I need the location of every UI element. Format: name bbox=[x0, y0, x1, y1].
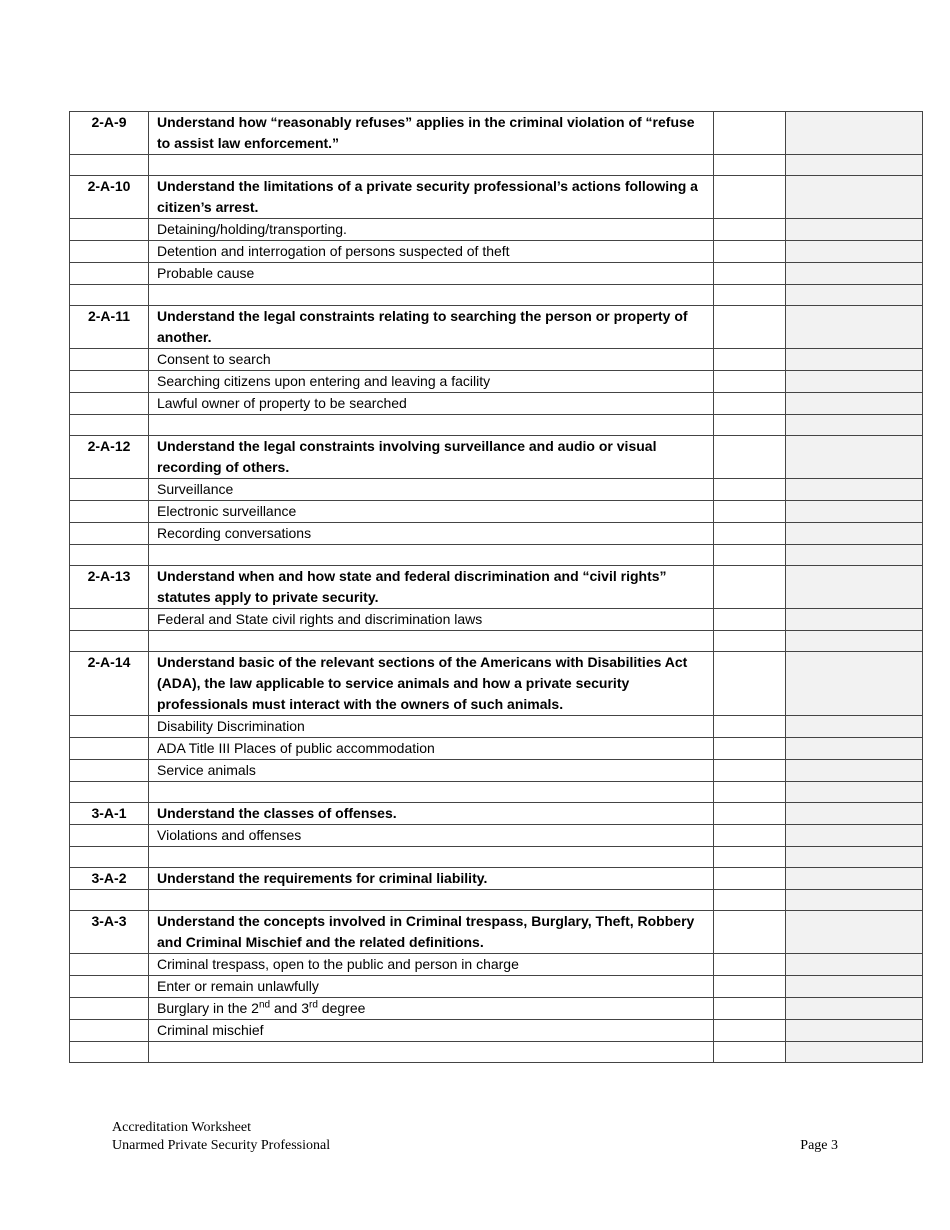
objective-row bbox=[70, 566, 923, 609]
topic-description: Violations and offenses bbox=[149, 825, 714, 847]
topic-row bbox=[70, 371, 923, 393]
topic-row bbox=[70, 976, 923, 998]
notes-cell[interactable] bbox=[786, 782, 923, 803]
objective-code: 2-A-13 bbox=[70, 566, 149, 609]
objective-row bbox=[70, 803, 923, 825]
objective-code bbox=[70, 263, 149, 285]
check-cell[interactable] bbox=[714, 911, 786, 954]
spacer-row bbox=[70, 782, 923, 803]
check-cell[interactable] bbox=[714, 241, 786, 263]
worksheet-table bbox=[69, 111, 923, 1063]
objective-code: 3-A-1 bbox=[70, 803, 149, 825]
spacer-row bbox=[70, 155, 923, 176]
check-cell[interactable] bbox=[714, 716, 786, 738]
notes-cell[interactable] bbox=[786, 609, 923, 631]
topic-description bbox=[149, 155, 714, 176]
check-cell[interactable] bbox=[714, 501, 786, 523]
objective-row bbox=[70, 911, 923, 954]
check-cell[interactable] bbox=[714, 782, 786, 803]
notes-cell[interactable] bbox=[786, 176, 923, 219]
spacer-row bbox=[70, 285, 923, 306]
topic-row bbox=[70, 609, 923, 631]
spacer-row bbox=[70, 890, 923, 911]
notes-cell[interactable] bbox=[786, 631, 923, 652]
topic-description bbox=[149, 998, 714, 1020]
notes-cell[interactable] bbox=[786, 954, 923, 976]
notes-cell[interactable] bbox=[786, 847, 923, 868]
notes-cell[interactable] bbox=[786, 998, 923, 1020]
check-cell[interactable] bbox=[714, 545, 786, 566]
objective-code: 2-A-14 bbox=[70, 652, 149, 716]
check-cell[interactable] bbox=[714, 436, 786, 479]
spacer-row bbox=[70, 847, 923, 868]
objective-row bbox=[70, 436, 923, 479]
check-cell[interactable] bbox=[714, 998, 786, 1020]
check-cell[interactable] bbox=[714, 1020, 786, 1042]
objective-description: Understand basic of the relevant sections of the Americans with Disabilities Act (ADA), the law applicable to service animals and how a private security professionals must interact with the owners of such animals. bbox=[149, 652, 714, 716]
check-cell[interactable] bbox=[714, 523, 786, 545]
topic-description bbox=[149, 631, 714, 652]
topic-description: Criminal trespass, open to the public and person in charge bbox=[149, 954, 714, 976]
objective-description: Understand when and how state and federal discrimination and “civil rights” statutes apply to private security. bbox=[149, 566, 714, 609]
check-cell[interactable] bbox=[714, 954, 786, 976]
check-cell[interactable] bbox=[714, 976, 786, 998]
topic-description bbox=[149, 847, 714, 868]
notes-cell[interactable] bbox=[786, 976, 923, 998]
topic-description: Federal and State civil rights and discrimination laws bbox=[149, 609, 714, 631]
notes-cell[interactable] bbox=[786, 285, 923, 306]
topic-description: Criminal mischief bbox=[149, 1020, 714, 1042]
check-cell[interactable] bbox=[714, 371, 786, 393]
notes-cell[interactable] bbox=[786, 911, 923, 954]
objective-code bbox=[70, 523, 149, 545]
objective-code: 3-A-2 bbox=[70, 868, 149, 890]
topic-description bbox=[149, 782, 714, 803]
check-cell[interactable] bbox=[714, 219, 786, 241]
check-cell[interactable] bbox=[714, 306, 786, 349]
objective-code: 2-A-10 bbox=[70, 176, 149, 219]
check-cell[interactable] bbox=[714, 349, 786, 371]
objective-row bbox=[70, 868, 923, 890]
text-segment: degree bbox=[317, 1000, 366, 1016]
notes-cell[interactable] bbox=[786, 393, 923, 415]
topic-row bbox=[70, 393, 923, 415]
objective-code bbox=[70, 155, 149, 176]
topic-description: Electronic surveillance bbox=[149, 501, 714, 523]
check-cell[interactable] bbox=[714, 652, 786, 716]
check-cell[interactable] bbox=[714, 738, 786, 760]
objective-code bbox=[70, 1042, 149, 1063]
topic-description: Detaining/holding/transporting. bbox=[149, 219, 714, 241]
topic-row bbox=[70, 954, 923, 976]
check-cell[interactable] bbox=[714, 112, 786, 155]
spacer-row bbox=[70, 545, 923, 566]
notes-cell[interactable] bbox=[786, 155, 923, 176]
objective-code bbox=[70, 631, 149, 652]
notes-cell[interactable] bbox=[786, 306, 923, 349]
check-cell[interactable] bbox=[714, 155, 786, 176]
footer-title: Accreditation Worksheet bbox=[112, 1120, 251, 1135]
topic-description: Service animals bbox=[149, 760, 714, 782]
objective-description: Understand the legal constraints relating to searching the person or property of another. bbox=[149, 306, 714, 349]
topic-description bbox=[149, 1042, 714, 1063]
topic-description: Lawful owner of property to be searched bbox=[149, 393, 714, 415]
topic-description bbox=[149, 890, 714, 911]
notes-cell[interactable] bbox=[786, 349, 923, 371]
topic-description: Probable cause bbox=[149, 263, 714, 285]
objective-code bbox=[70, 998, 149, 1020]
topic-row bbox=[70, 716, 923, 738]
objective-code bbox=[70, 890, 149, 911]
notes-cell[interactable] bbox=[786, 219, 923, 241]
notes-cell[interactable] bbox=[786, 825, 923, 847]
notes-cell[interactable] bbox=[786, 241, 923, 263]
topic-description bbox=[149, 545, 714, 566]
topic-description: Surveillance bbox=[149, 479, 714, 501]
objective-code bbox=[70, 782, 149, 803]
objective-description: Understand the limitations of a private security professional’s actions following a citizen’s arrest. bbox=[149, 176, 714, 219]
notes-cell[interactable] bbox=[786, 566, 923, 609]
topic-row bbox=[70, 219, 923, 241]
notes-cell[interactable] bbox=[786, 371, 923, 393]
objective-description: Understand the legal constraints involving surveillance and audio or visual recording of others. bbox=[149, 436, 714, 479]
objective-code: 2-A-9 bbox=[70, 112, 149, 155]
topic-row bbox=[70, 825, 923, 847]
notes-cell[interactable] bbox=[786, 436, 923, 479]
objective-code bbox=[70, 219, 149, 241]
notes-cell[interactable] bbox=[786, 545, 923, 566]
objective-code bbox=[70, 371, 149, 393]
topic-row bbox=[70, 349, 923, 371]
check-cell[interactable] bbox=[714, 566, 786, 609]
objective-code bbox=[70, 609, 149, 631]
objective-code: 2-A-11 bbox=[70, 306, 149, 349]
notes-cell[interactable] bbox=[786, 803, 923, 825]
objective-code bbox=[70, 349, 149, 371]
topic-row bbox=[70, 241, 923, 263]
footer-subtitle: Unarmed Private Security Professional bbox=[112, 1138, 331, 1153]
topic-row bbox=[70, 738, 923, 760]
topic-description: Searching citizens upon entering and leaving a facility bbox=[149, 371, 714, 393]
objective-code: 3-A-3 bbox=[70, 911, 149, 954]
topic-row bbox=[70, 263, 923, 285]
spacer-row bbox=[70, 631, 923, 652]
topic-description: Recording conversations bbox=[149, 523, 714, 545]
notes-cell[interactable] bbox=[786, 479, 923, 501]
ordinal-suffix: nd bbox=[258, 999, 271, 1011]
check-cell[interactable] bbox=[714, 176, 786, 219]
notes-cell[interactable] bbox=[786, 501, 923, 523]
objective-code bbox=[70, 760, 149, 782]
check-cell[interactable] bbox=[714, 760, 786, 782]
check-cell[interactable] bbox=[714, 479, 786, 501]
check-cell[interactable] bbox=[714, 631, 786, 652]
topic-row bbox=[70, 998, 923, 1020]
objective-code bbox=[70, 415, 149, 436]
objective-code bbox=[70, 1020, 149, 1042]
check-cell[interactable] bbox=[714, 890, 786, 911]
objective-row bbox=[70, 176, 923, 219]
notes-cell[interactable] bbox=[786, 263, 923, 285]
topic-row bbox=[70, 479, 923, 501]
objective-code bbox=[70, 716, 149, 738]
objective-code bbox=[70, 954, 149, 976]
check-cell[interactable] bbox=[714, 415, 786, 436]
topic-row bbox=[70, 523, 923, 545]
spacer-row bbox=[70, 415, 923, 436]
objective-code bbox=[70, 241, 149, 263]
check-cell[interactable] bbox=[714, 393, 786, 415]
topic-description bbox=[149, 285, 714, 306]
notes-cell[interactable] bbox=[786, 890, 923, 911]
objective-description: Understand how “reasonably refuses” applies in the criminal violation of “refuse to assist law enforcement.” bbox=[149, 112, 714, 155]
check-cell[interactable] bbox=[714, 868, 786, 890]
check-cell[interactable] bbox=[714, 609, 786, 631]
objective-description: Understand the classes of offenses. bbox=[149, 803, 714, 825]
notes-cell[interactable] bbox=[786, 1042, 923, 1063]
objective-code bbox=[70, 976, 149, 998]
text-segment: Burglary in the 2 bbox=[157, 1000, 259, 1016]
check-cell[interactable] bbox=[714, 1042, 786, 1063]
check-cell[interactable] bbox=[714, 847, 786, 868]
notes-cell[interactable] bbox=[786, 1020, 923, 1042]
objective-description: Understand the concepts involved in Criminal trespass, Burglary, Theft, Robbery and Criminal Mischief and the related definitions. bbox=[149, 911, 714, 954]
topic-description: ADA Title III Places of public accommodation bbox=[149, 738, 714, 760]
page-footer bbox=[112, 1119, 838, 1155]
ordinal-suffix: rd bbox=[309, 999, 318, 1011]
objective-description: Understand the requirements for criminal liability. bbox=[149, 868, 714, 890]
objective-code bbox=[70, 545, 149, 566]
objective-code bbox=[70, 738, 149, 760]
topic-description: Detention and interrogation of persons suspected of theft bbox=[149, 241, 714, 263]
check-cell[interactable] bbox=[714, 803, 786, 825]
notes-cell[interactable] bbox=[786, 523, 923, 545]
objective-row bbox=[70, 652, 923, 716]
objective-code bbox=[70, 479, 149, 501]
notes-cell[interactable] bbox=[786, 112, 923, 155]
topic-row bbox=[70, 1020, 923, 1042]
objective-code: 2-A-12 bbox=[70, 436, 149, 479]
topic-row bbox=[70, 501, 923, 523]
page-number: Page 3 bbox=[800, 1138, 838, 1153]
check-cell[interactable] bbox=[714, 285, 786, 306]
objective-row bbox=[70, 112, 923, 155]
topic-description: Consent to search bbox=[149, 349, 714, 371]
notes-cell[interactable] bbox=[786, 738, 923, 760]
check-cell[interactable] bbox=[714, 825, 786, 847]
topic-row bbox=[70, 760, 923, 782]
notes-cell[interactable] bbox=[786, 868, 923, 890]
objective-code bbox=[70, 285, 149, 306]
objective-code bbox=[70, 825, 149, 847]
objective-code bbox=[70, 847, 149, 868]
topic-description: Disability Discrimination bbox=[149, 716, 714, 738]
objective-row bbox=[70, 306, 923, 349]
notes-cell[interactable] bbox=[786, 760, 923, 782]
notes-cell[interactable] bbox=[786, 716, 923, 738]
text-segment: and 3 bbox=[270, 1000, 310, 1016]
objective-code bbox=[70, 393, 149, 415]
notes-cell[interactable] bbox=[786, 652, 923, 716]
notes-cell[interactable] bbox=[786, 415, 923, 436]
topic-description bbox=[149, 415, 714, 436]
spacer-row bbox=[70, 1042, 923, 1063]
check-cell[interactable] bbox=[714, 263, 786, 285]
topic-description: Enter or remain unlawfully bbox=[149, 976, 714, 998]
objective-code bbox=[70, 501, 149, 523]
